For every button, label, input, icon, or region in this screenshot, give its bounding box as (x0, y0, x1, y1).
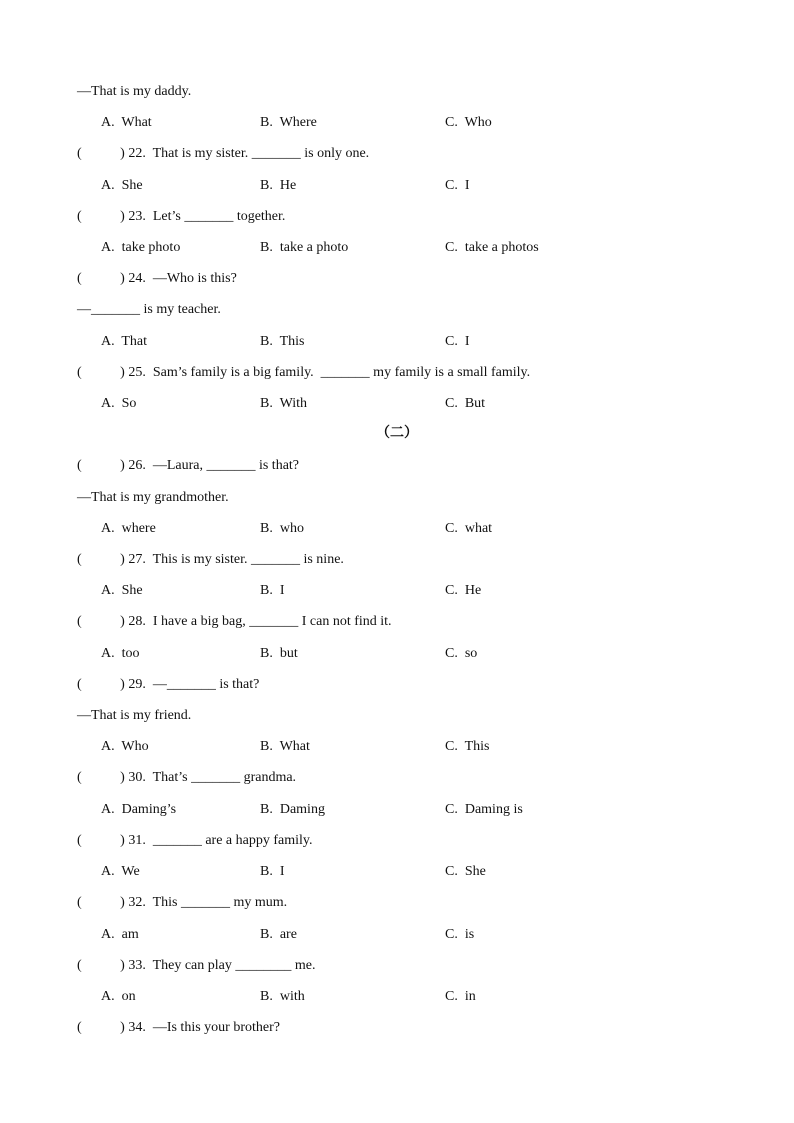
question-29: ( ) 29. —_______ is that? (77, 677, 260, 692)
option-c: C. Daming is (445, 802, 523, 817)
question-24: ( ) 24. —Who is this? (77, 271, 237, 286)
option-b: B. What (260, 739, 310, 754)
option-c: C. Who (445, 115, 492, 130)
question-28: ( ) 28. I have a big bag, _______ I can not find it. (77, 614, 392, 629)
options-row (0, 519, 734, 539)
options-row (0, 332, 734, 352)
option-c: C. in (445, 989, 476, 1004)
option-a: A. too (101, 646, 140, 661)
option-a: A. Who (101, 739, 149, 754)
option-a: A. take photo (101, 240, 181, 255)
option-c: C. is (445, 927, 475, 942)
options-row (0, 862, 734, 882)
answer-line: —That is my daddy. (77, 84, 192, 99)
option-b: B. but (260, 646, 298, 661)
option-b: B. I (260, 583, 285, 598)
options-row (0, 176, 734, 196)
option-b: B. take a photo (260, 240, 349, 255)
options-row (0, 113, 734, 133)
option-c: C. She (445, 864, 486, 879)
options-row (0, 925, 734, 945)
option-b: B. Where (260, 115, 317, 130)
option-a: A. am (101, 927, 139, 942)
option-b: B. I (260, 864, 285, 879)
option-c: C. I (445, 178, 470, 193)
question-26: ( ) 26. —Laura, _______ is that? (77, 458, 300, 473)
question-33: ( ) 33. They can play ________ me. (77, 958, 316, 973)
options-row (0, 581, 734, 601)
option-a: A. So (101, 396, 137, 411)
options-row (0, 737, 734, 757)
question-22: ( ) 22. That is my sister. _______ is only one. (77, 146, 370, 161)
option-c: C. so (445, 646, 478, 661)
option-b: B. With (260, 396, 308, 411)
option-a: A. She (101, 178, 143, 193)
option-a: A. on (101, 989, 136, 1004)
option-b: B. This (260, 334, 305, 349)
options-row (0, 238, 734, 258)
option-b: B. are (260, 927, 297, 942)
option-c: C. I (445, 334, 470, 349)
question-31: ( ) 31. _______ are a happy family. (77, 833, 313, 848)
question-34: ( ) 34. —Is this your brother? (77, 1020, 280, 1035)
option-a: A. where (101, 521, 156, 536)
option-a: A. What (101, 115, 152, 130)
question-32: ( ) 32. This _______ my mum. (77, 895, 288, 910)
options-row (0, 987, 734, 1007)
answer-line: —That is my friend. (77, 708, 192, 723)
option-c: C. what (445, 521, 493, 536)
option-a: A. We (101, 864, 140, 879)
answer-line: —That is my grandmother. (77, 490, 229, 505)
section-heading: （二） (376, 426, 418, 441)
question-23: ( ) 23. Let’s _______ together. (77, 209, 286, 224)
option-b: B. Daming (260, 802, 325, 817)
answer-line: —_______ is my teacher. (77, 302, 221, 317)
option-b: B. with (260, 989, 305, 1004)
question-30: ( ) 30. That’s _______ grandma. (77, 770, 297, 785)
options-row (0, 644, 734, 664)
question-25: ( ) 25. Sam’s family is a big family. _______ my family is a small family. (77, 365, 531, 380)
option-b: B. who (260, 521, 304, 536)
option-a: A. Daming’s (101, 802, 177, 817)
options-row (0, 800, 734, 820)
options-row (0, 394, 734, 414)
question-27: ( ) 27. This is my sister. _______ is nine. (77, 552, 344, 567)
option-a: A. That (101, 334, 148, 349)
option-c: C. He (445, 583, 482, 598)
option-c: C. This (445, 739, 490, 754)
option-b: B. He (260, 178, 297, 193)
option-a: A. She (101, 583, 143, 598)
option-c: C. take a photos (445, 240, 539, 255)
option-c: C. But (445, 396, 486, 411)
